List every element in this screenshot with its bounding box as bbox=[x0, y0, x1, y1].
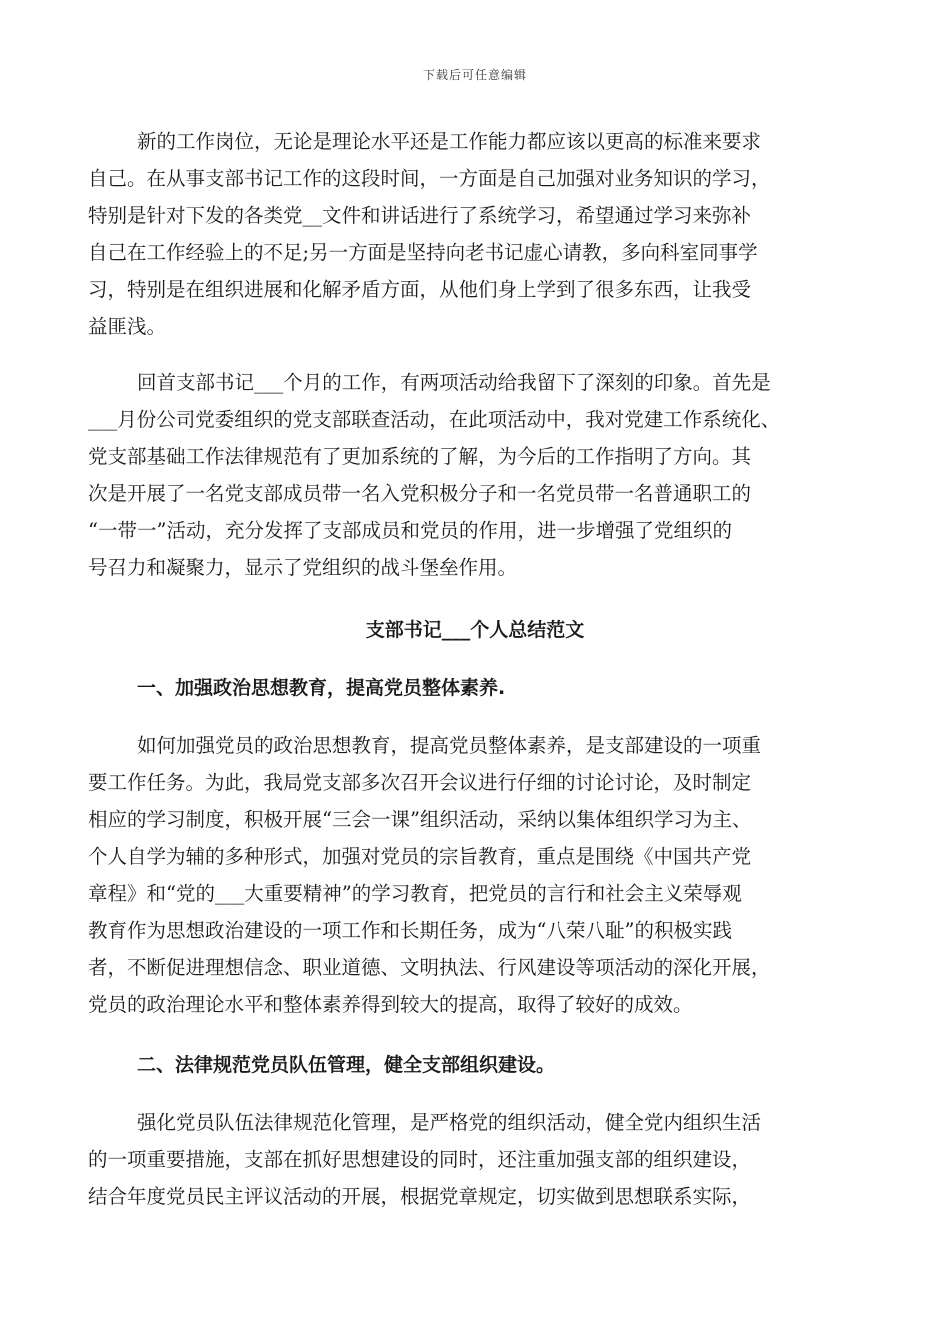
heading-1: 一、加强政治思想教育，提高党员整体素养. bbox=[137, 677, 506, 699]
section-title: 支部书记___个人总结范文 bbox=[365, 619, 585, 641]
paragraph-2-line: 次是开展了一名党支部成员带一名入党积极分子和一名党员带一名普通职工的 bbox=[88, 482, 752, 505]
header-note: 下载后可任意编辑 bbox=[422, 68, 527, 82]
paragraph-1-line: 自己在工作经验上的不足;另一方面是坚持向老书记虚心请教，多向科室同事学 bbox=[88, 241, 758, 264]
paragraph-3-line: 教育作为思想政治建设的一项工作和长期任务，成为“八荣八耻”的积极实践 bbox=[88, 919, 732, 942]
paragraph-1-line: 习，特别是在组织进展和化解矛盾方面，从他们身上学到了很多东西，让我受 bbox=[88, 278, 752, 301]
paragraph-2-line: “一带一”活动，充分发挥了支部成员和党员的作用，进一步增强了党组织的 bbox=[88, 519, 732, 542]
paragraph-3-line: 要工作任务。为此，我局党支部多次召开会议进行仔细的讨论讨论，及时制定 bbox=[88, 771, 752, 794]
paragraph-2-line: 回首支部书记___个月的工作，有两项活动给我留下了深刻的印象。首先是 bbox=[137, 371, 771, 394]
paragraph-2-line: 号召力和凝聚力，显示了党组织的战斗堡垒作用。 bbox=[88, 556, 518, 579]
paragraph-1-line: 新的工作岗位，无论是理论水平还是工作能力都应该以更高的标准来要求 bbox=[137, 130, 762, 153]
paragraph-4-line: 强化党员队伍法律规范化管理，是严格党的组织活动，健全党内组织生活 bbox=[137, 1111, 762, 1134]
paragraph-2-line: 党支部基础工作法律规范有了更加系统的了解，为今后的工作指明了方向。其 bbox=[88, 445, 752, 468]
paragraph-3-line: 党员的政治理论水平和整体素养得到较大的提高，取得了较好的成效。 bbox=[88, 993, 693, 1016]
paragraph-3-line: 相应的学习制度，积极开展“三会一课”组织活动，采纳以集体组织学习为主、 bbox=[88, 808, 752, 831]
paragraph-1-line: 益匪浅。 bbox=[88, 315, 167, 338]
paragraph-3-line: 个人自学为辅的多种形式，加强对党员的宗旨教育，重点是围绕《中国共产党 bbox=[88, 845, 752, 868]
heading-2: 二、法律规范党员队伍管理，健全支部组织建设。 bbox=[137, 1054, 556, 1076]
paragraph-3-line: 章程》和“党的___大重要精神”的学习教育，把党员的言行和社会主义荣辱观 bbox=[88, 882, 742, 905]
paragraph-4-line: 的一项重要措施，支部在抓好思想建设的同时，还注重加强支部的组织建设， bbox=[88, 1148, 752, 1171]
paragraph-3-line: 如何加强党员的政治思想教育，提高党员整体素养，是支部建设的一项重 bbox=[137, 734, 762, 757]
paragraph-3-line: 者，不断促进理想信念、职业道德、文明执法、行风建设等项活动的深化开展， bbox=[88, 956, 771, 979]
paragraph-4-line: 结合年度党员民主评议活动的开展，根据党章规定，切实做到思想联系实际， bbox=[88, 1185, 752, 1208]
paragraph-1-line: 特别是针对下发的各类党__文件和讲话进行了系统学习，希望通过学习来弥补 bbox=[88, 204, 752, 227]
paragraph-1-line: 自己。在从事支部书记工作的这段时间，一方面是自己加强对业务知识的学习， bbox=[88, 167, 771, 190]
paragraph-2-line: ___月份公司党委组织的党支部联查活动，在此项活动中，我对党建工作系统化、 bbox=[88, 408, 781, 431]
